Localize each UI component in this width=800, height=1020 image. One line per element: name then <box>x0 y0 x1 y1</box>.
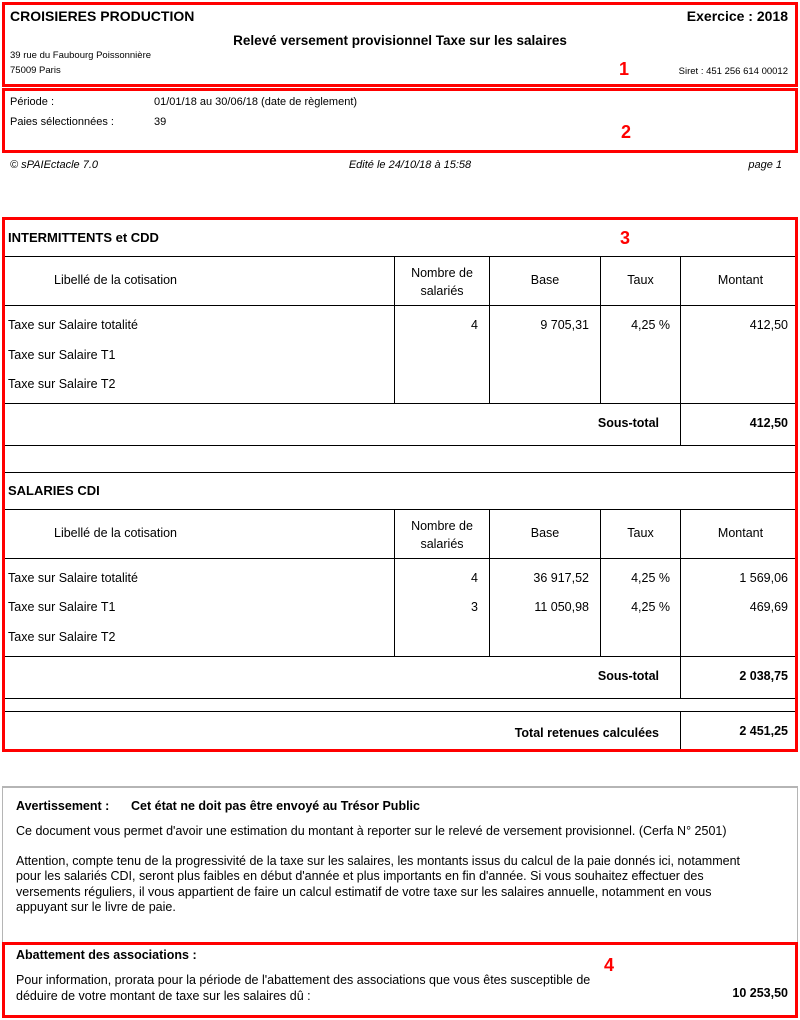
warning-paragraph-2-line: pour les salariés CDI, seront plus faibles en début d'année et plus importants en fin d'année. Si vous souhaitez effectuer des <box>16 869 704 884</box>
table-row-nombre: 4 <box>471 318 478 332</box>
column-header-montant: Montant <box>717 526 764 540</box>
abatement-text-line: déduire de votre montant de taxe sur les salaires dû : <box>16 988 311 1003</box>
total-label: Total retenues calculées <box>514 726 659 740</box>
company-name: CROISIERES PRODUCTION <box>10 8 195 24</box>
software-name: © sPAIEctacle 7.0 <box>10 159 98 171</box>
section-spacer-line <box>5 472 795 473</box>
column-header-nombre-l2: salariés <box>420 284 464 298</box>
address-line-2: 75009 Paris <box>10 65 61 76</box>
warning-headline: Cet état ne doit pas être envoyé au Trésor Public <box>131 799 420 813</box>
warning-paragraph-1: Ce document vous permet d'avoir une estimation du montant à reporter sur le relevé de versement provisionnel. (Cerfa N° 2501) <box>16 824 727 838</box>
table-row-montant: 469,69 <box>749 600 788 614</box>
column-header-montant: Montant <box>717 273 764 287</box>
page-title: Relevé versement provisionnel Taxe sur les salaires <box>233 33 567 48</box>
warning-paragraph-2-line: versements réguliers, il vous appartient de faire un calcul estimatif de votre taxe sur les salaires annuelle, notamment en vous <box>16 884 712 899</box>
marker-3: 3 <box>620 228 631 248</box>
marker-4: 4 <box>604 955 615 975</box>
column-header-taux: Taux <box>627 526 654 540</box>
abatement-value: 10 253,50 <box>732 986 788 1000</box>
section2-header-top <box>5 509 795 510</box>
table-row-base: 11 050,98 <box>534 600 589 614</box>
table-row-label: Taxe sur Salaire totalité <box>8 318 138 332</box>
warning-label: Avertissement : <box>16 799 110 813</box>
section2-subtotal-bottom <box>5 698 795 699</box>
warning-paragraph-2 <box>16 854 740 915</box>
warning-frame-top <box>2 786 798 788</box>
table-row-label: Taxe sur Salaire totalité <box>8 571 138 585</box>
table-row-taux: 4,25 % <box>631 318 670 332</box>
section1-header-bottom <box>5 305 795 306</box>
siret: Siret : 451 256 614 00012 <box>678 66 788 77</box>
subtotal-label: Sous-total <box>597 669 659 683</box>
table-row-montant: 1 569,06 <box>739 571 788 585</box>
table-row-label: Taxe sur Salaire T2 <box>8 630 116 644</box>
column-header-libelle: Libellé de la cotisation <box>54 526 177 540</box>
section1-header-top <box>5 256 795 257</box>
warning-frame-right <box>797 786 798 946</box>
warning-frame-left <box>2 786 3 946</box>
column-header-nombre-l1: Nombre de <box>411 266 473 280</box>
table-row-label: Taxe sur Salaire T1 <box>8 348 116 362</box>
column-header-nombre-l1: Nombre de <box>411 519 473 533</box>
table-row-nombre: 4 <box>471 571 478 585</box>
table-row-base: 36 917,52 <box>533 571 589 585</box>
column-header-nombre <box>395 517 489 553</box>
warning-paragraph-2-line: appuyant sur le livre de paie. <box>16 899 176 914</box>
period-box <box>2 88 798 153</box>
period-value: 01/01/18 au 30/06/18 (date de règlement) <box>154 96 358 108</box>
column-header-taux: Taux <box>627 273 654 287</box>
column-header-libelle: Libellé de la cotisation <box>54 273 177 287</box>
warning-paragraph-2-line: Attention, compte tenu de la progressivité de la taxe sur les salaires, les montants issus du calcul de la paie donnés ici, notamment <box>16 854 740 868</box>
abatement-text-line: Pour information, prorata pour la période de l'abattement des associations que vous êtes susceptible de <box>16 973 591 987</box>
section2-header-bottom <box>5 558 795 559</box>
address-line-1: 39 rue du Faubourg Poissonnière <box>10 50 152 61</box>
total-col-sep <box>680 711 681 749</box>
page-number: page 1 <box>748 159 782 171</box>
section1-subtotal-bottom <box>5 445 795 446</box>
marker-1: 1 <box>619 59 630 79</box>
period-label: Période : <box>10 96 55 108</box>
subtotal-value: 412,50 <box>749 416 788 430</box>
table-row-taux: 4,25 % <box>631 600 670 614</box>
total-top-line <box>5 711 795 712</box>
paies-value: 39 <box>154 116 167 128</box>
column-header-base: Base <box>530 526 560 540</box>
abatement-text <box>16 973 590 1004</box>
table-row-taux: 4,25 % <box>631 571 670 585</box>
table-row-label: Taxe sur Salaire T2 <box>8 377 116 391</box>
subtotal-label: Sous-total <box>597 416 659 430</box>
paies-label: Paies sélectionnées : <box>10 116 114 128</box>
marker-2: 2 <box>621 122 632 142</box>
table-row-nombre: 3 <box>471 600 478 614</box>
section-title-cdi: SALARIES CDI <box>8 483 100 498</box>
edition-date: Edité le 24/10/18 à 15:58 <box>348 159 472 171</box>
section-title-intermittents: INTERMITTENTS et CDD <box>8 230 159 245</box>
column-header-nombre-l2: salariés <box>420 537 464 551</box>
column-header-base: Base <box>530 273 560 287</box>
section1-body-bottom <box>5 403 795 404</box>
table-row-montant: 412,50 <box>749 318 788 332</box>
column-header-nombre <box>395 264 489 300</box>
subtotal-value: 2 038,75 <box>739 669 788 683</box>
table-row-label: Taxe sur Salaire T1 <box>8 600 116 614</box>
exercise-year: Exercice : 2018 <box>686 8 788 24</box>
abatement-title: Abattement des associations : <box>16 948 197 962</box>
total-value: 2 451,25 <box>739 724 788 738</box>
section2-body-bottom <box>5 656 795 657</box>
table-row-base: 9 705,31 <box>540 318 589 332</box>
